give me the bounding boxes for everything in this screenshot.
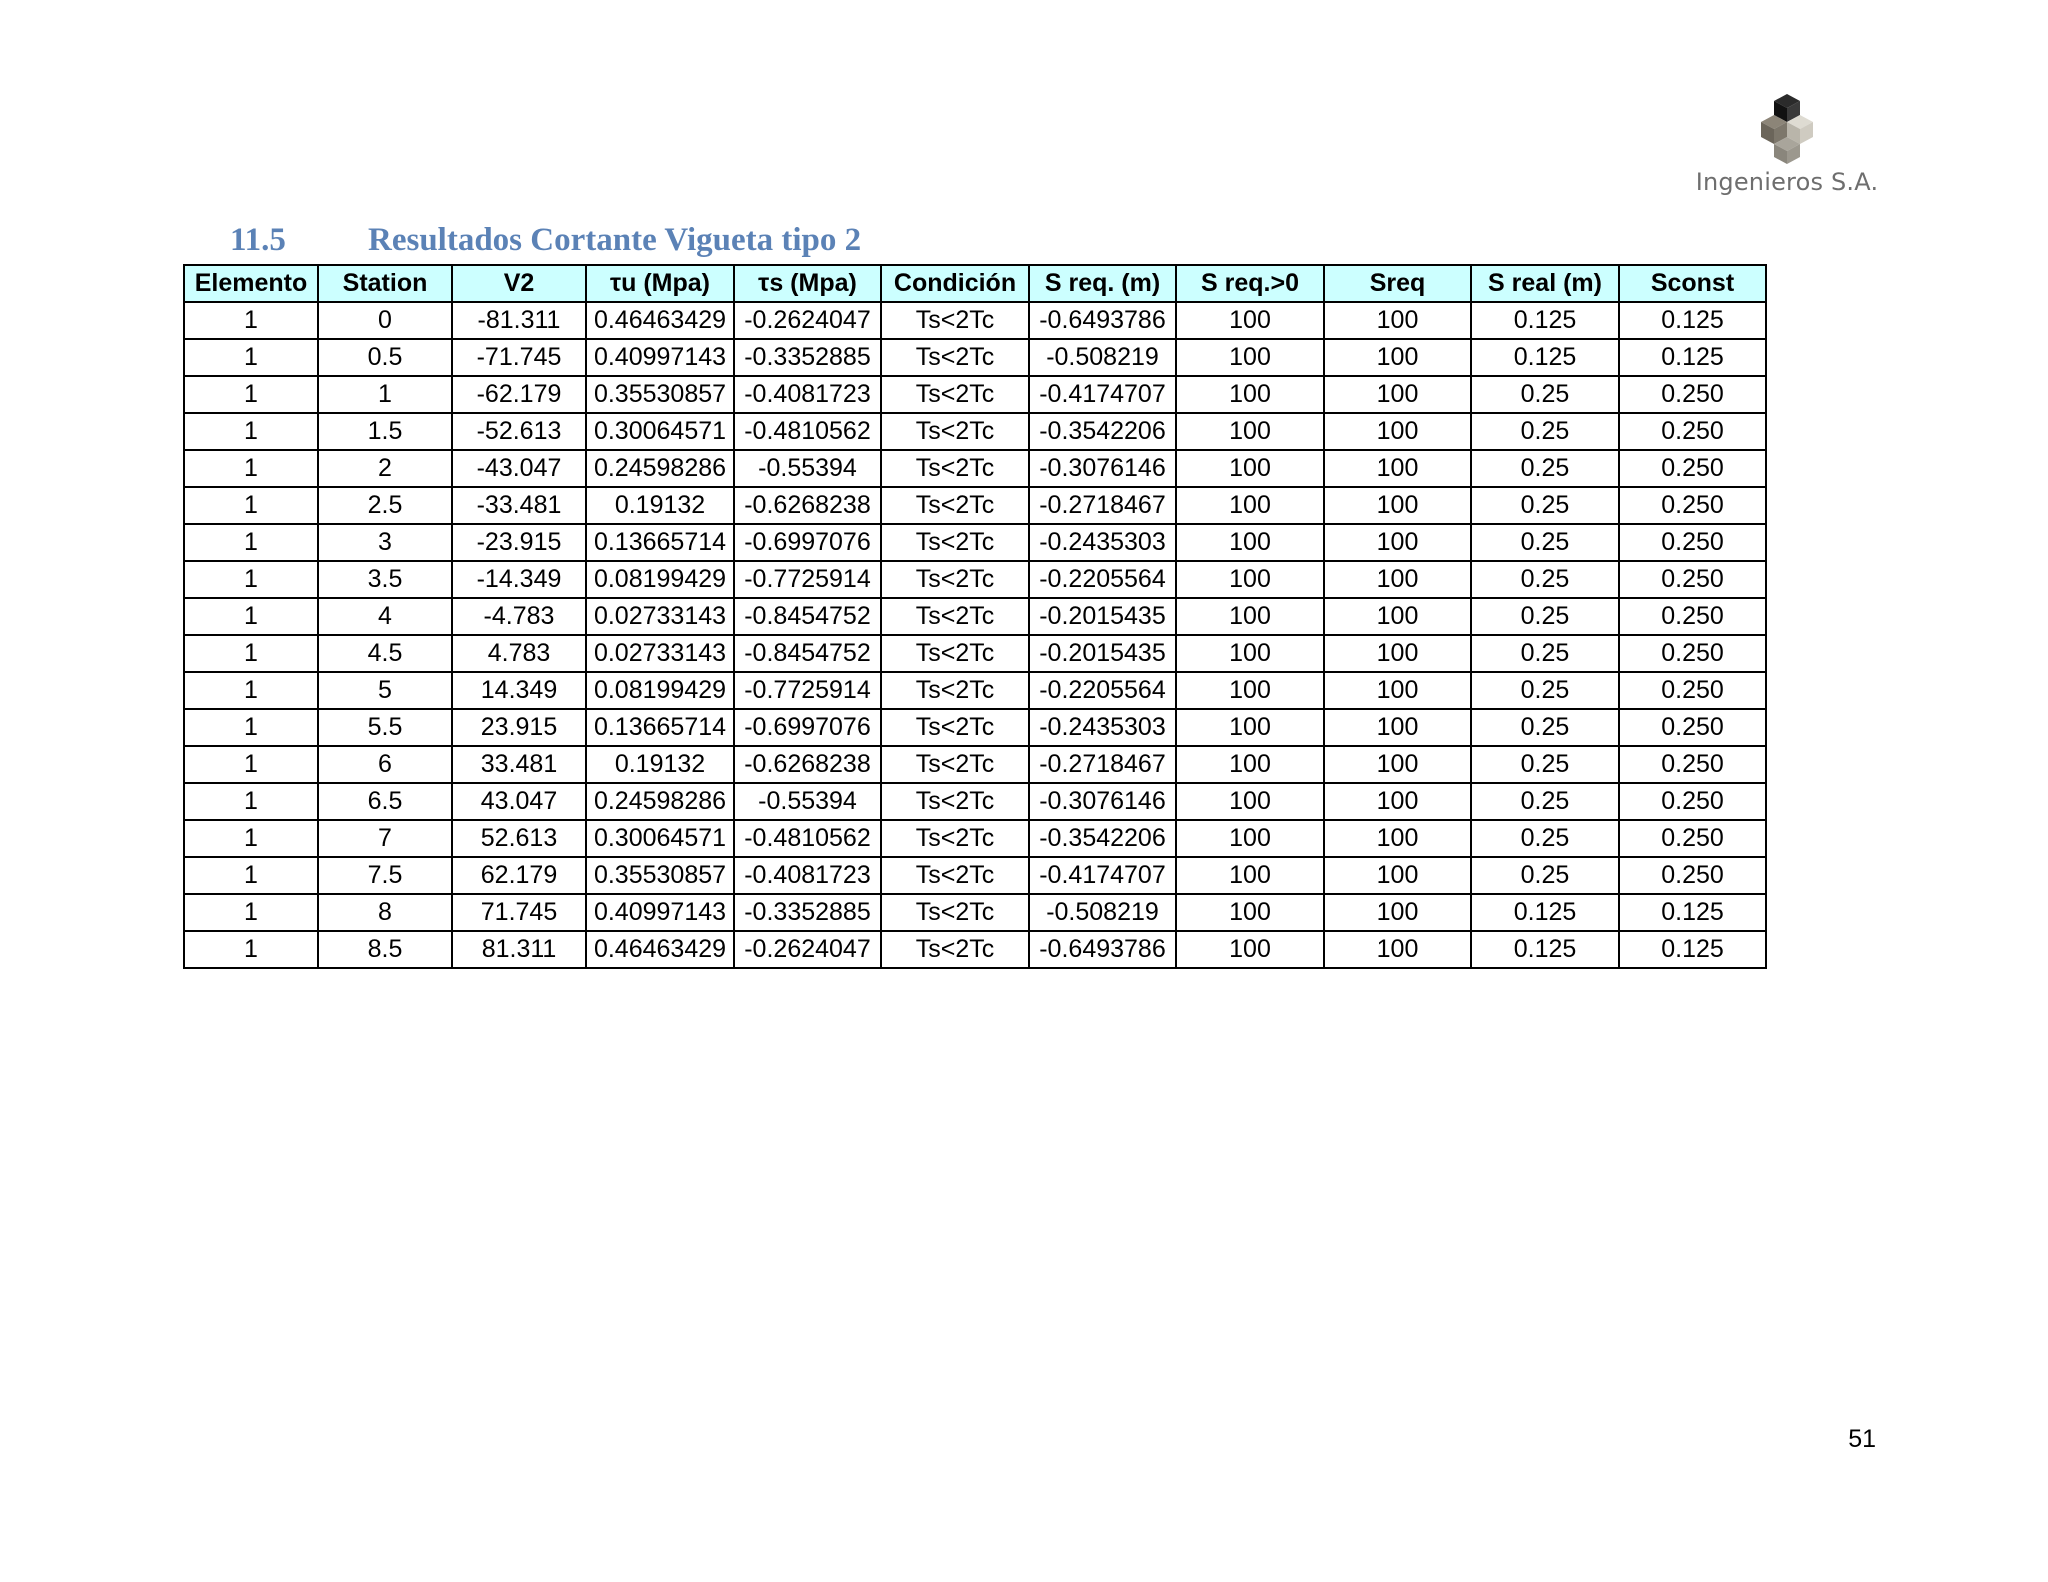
table-cell: 0.5	[318, 339, 452, 376]
table-cell: 100	[1324, 413, 1471, 450]
table-cell: 100	[1324, 857, 1471, 894]
table-cell: -0.3076146	[1029, 450, 1176, 487]
table-cell: 0.35530857	[586, 376, 734, 413]
table-cell: 100	[1176, 635, 1324, 672]
table-cell: -0.4174707	[1029, 857, 1176, 894]
table-cell: Ts<2Tc	[881, 857, 1029, 894]
table-cell: 100	[1176, 783, 1324, 820]
table-cell: 100	[1176, 413, 1324, 450]
table-cell: 0.25	[1471, 783, 1619, 820]
table-cell: 0.13665714	[586, 524, 734, 561]
table-cell: 100	[1176, 376, 1324, 413]
table-cell: -0.6493786	[1029, 931, 1176, 968]
table-row	[184, 413, 1766, 450]
table-cell: -52.613	[452, 413, 586, 450]
table-cell: -0.3542206	[1029, 413, 1176, 450]
company-logo	[1692, 92, 1882, 202]
table-cell: 8.5	[318, 931, 452, 968]
table-cell: 1	[184, 487, 318, 524]
table-cell: -0.2718467	[1029, 746, 1176, 783]
table-cell: 0	[318, 302, 452, 339]
table-cell: 0.125	[1471, 302, 1619, 339]
table-cell: 0.250	[1619, 857, 1766, 894]
table-cell: 1	[184, 524, 318, 561]
table-cell: 1	[184, 894, 318, 931]
section-number: 11.5	[230, 222, 286, 258]
table-cell: 100	[1324, 376, 1471, 413]
table-cell: 100	[1176, 857, 1324, 894]
shear-results-table	[183, 264, 1767, 969]
table-cell: 100	[1324, 487, 1471, 524]
table-cell: Ts<2Tc	[881, 487, 1029, 524]
table-cell: Ts<2Tc	[881, 709, 1029, 746]
table-cell: 0.25	[1471, 672, 1619, 709]
table-cell: 0.125	[1471, 931, 1619, 968]
table-cell: 1	[184, 709, 318, 746]
table-cell: -0.2015435	[1029, 635, 1176, 672]
table-cell: Ts<2Tc	[881, 561, 1029, 598]
table-cell: 0.24598286	[586, 783, 734, 820]
column-header: V2	[452, 265, 586, 302]
table-cell: -0.4081723	[734, 857, 881, 894]
table-cell: 0.250	[1619, 524, 1766, 561]
table-cell: -0.6997076	[734, 709, 881, 746]
table-cell: 62.179	[452, 857, 586, 894]
table-cell: 100	[1324, 450, 1471, 487]
table-cell: 4.5	[318, 635, 452, 672]
table-cell: 0.08199429	[586, 672, 734, 709]
table-cell: 100	[1324, 894, 1471, 931]
table-cell: 100	[1176, 709, 1324, 746]
table-cell: -0.7725914	[734, 561, 881, 598]
table-cell: 0.46463429	[586, 302, 734, 339]
table-cell: -0.8454752	[734, 598, 881, 635]
table-cell: Ts<2Tc	[881, 302, 1029, 339]
table-cell: 100	[1176, 450, 1324, 487]
table-cell: 100	[1176, 339, 1324, 376]
table-cell: -81.311	[452, 302, 586, 339]
table-cell: Ts<2Tc	[881, 524, 1029, 561]
table-cell: -0.2435303	[1029, 709, 1176, 746]
table-row	[184, 635, 1766, 672]
table-cell: 0.25	[1471, 413, 1619, 450]
table-cell: -0.2435303	[1029, 524, 1176, 561]
table-cell: 100	[1176, 598, 1324, 635]
table-cell: -0.2205564	[1029, 672, 1176, 709]
table-row	[184, 450, 1766, 487]
column-header: S real (m)	[1471, 265, 1619, 302]
table-cell: -0.4810562	[734, 820, 881, 857]
table-cell: 0.25	[1471, 746, 1619, 783]
table-cell: 100	[1324, 598, 1471, 635]
table-cell: 0.250	[1619, 376, 1766, 413]
table-cell: Ts<2Tc	[881, 413, 1029, 450]
table-row	[184, 376, 1766, 413]
table-row	[184, 487, 1766, 524]
table-cell: 0.250	[1619, 746, 1766, 783]
table-cell: 43.047	[452, 783, 586, 820]
table-cell: 2	[318, 450, 452, 487]
table-cell: Ts<2Tc	[881, 598, 1029, 635]
table-cell: -0.3352885	[734, 894, 881, 931]
table-cell: -43.047	[452, 450, 586, 487]
table-cell: Ts<2Tc	[881, 783, 1029, 820]
table-cell: 0.250	[1619, 783, 1766, 820]
table-cell: 1	[184, 931, 318, 968]
section-heading	[230, 222, 861, 259]
table-cell: -0.55394	[734, 783, 881, 820]
table-cell: 100	[1176, 820, 1324, 857]
column-header: Sreq	[1324, 265, 1471, 302]
table-cell: 1	[184, 450, 318, 487]
table-cell: 100	[1324, 709, 1471, 746]
table-cell: -0.3352885	[734, 339, 881, 376]
cubes-logo-icon	[1750, 92, 1824, 166]
table-cell: 0.250	[1619, 413, 1766, 450]
table-cell: 0.250	[1619, 487, 1766, 524]
table-cell: Ts<2Tc	[881, 894, 1029, 931]
table-cell: 100	[1324, 820, 1471, 857]
table-cell: 4	[318, 598, 452, 635]
table-cell: 0.24598286	[586, 450, 734, 487]
table-cell: -0.6997076	[734, 524, 881, 561]
page-number: 51	[1848, 1425, 1876, 1453]
section-title: Resultados Cortante Vigueta tipo 2	[368, 222, 862, 258]
table-cell: 0.25	[1471, 709, 1619, 746]
table-cell: 33.481	[452, 746, 586, 783]
table-cell: 1	[184, 746, 318, 783]
company-name: Ingenieros S.A.	[1695, 168, 1879, 196]
table-cell: 1	[184, 857, 318, 894]
table-cell: 0.250	[1619, 598, 1766, 635]
table-cell: Ts<2Tc	[881, 820, 1029, 857]
table-cell: -0.508219	[1029, 339, 1176, 376]
table-cell: Ts<2Tc	[881, 746, 1029, 783]
table-cell: 23.915	[452, 709, 586, 746]
table-row	[184, 339, 1766, 376]
table-cell: 1	[184, 820, 318, 857]
table-cell: -0.6493786	[1029, 302, 1176, 339]
table-cell: 0.250	[1619, 820, 1766, 857]
table-cell: 100	[1176, 487, 1324, 524]
table-cell: 100	[1324, 561, 1471, 598]
column-header: τs (Mpa)	[734, 265, 881, 302]
table-cell: -0.55394	[734, 450, 881, 487]
table-cell: 0.25	[1471, 487, 1619, 524]
table-cell: 0.125	[1619, 894, 1766, 931]
table-cell: 81.311	[452, 931, 586, 968]
table-cell: Ts<2Tc	[881, 450, 1029, 487]
table-cell: 100	[1324, 672, 1471, 709]
table-cell: 8	[318, 894, 452, 931]
table-cell: 100	[1176, 746, 1324, 783]
table-cell: -14.349	[452, 561, 586, 598]
table-cell: 1	[184, 302, 318, 339]
table-cell: 0.25	[1471, 635, 1619, 672]
table-cell: -0.2624047	[734, 931, 881, 968]
table-cell: 100	[1176, 672, 1324, 709]
table-cell: 0.30064571	[586, 413, 734, 450]
table-cell: 100	[1176, 894, 1324, 931]
table-cell: -0.2718467	[1029, 487, 1176, 524]
table-cell: -0.4081723	[734, 376, 881, 413]
table-cell: 1	[184, 783, 318, 820]
table-cell: 0.25	[1471, 561, 1619, 598]
table-cell: 0.125	[1619, 302, 1766, 339]
table-cell: 1	[184, 598, 318, 635]
table-cell: 0.125	[1619, 931, 1766, 968]
column-header: S req.>0	[1176, 265, 1324, 302]
table-cell: -0.4810562	[734, 413, 881, 450]
table-cell: 1	[184, 672, 318, 709]
table-cell: 5.5	[318, 709, 452, 746]
table-cell: 3.5	[318, 561, 452, 598]
table-row	[184, 302, 1766, 339]
table-cell: 0.125	[1619, 339, 1766, 376]
table-cell: 100	[1324, 931, 1471, 968]
table-cell: 3	[318, 524, 452, 561]
table-cell: 2.5	[318, 487, 452, 524]
table-cell: Ts<2Tc	[881, 931, 1029, 968]
table-cell: 0.250	[1619, 672, 1766, 709]
column-header: Sconst	[1619, 265, 1766, 302]
table-cell: 0.250	[1619, 561, 1766, 598]
table-cell: 0.02733143	[586, 635, 734, 672]
table-cell: -0.2624047	[734, 302, 881, 339]
table-cell: 0.40997143	[586, 894, 734, 931]
table-cell: 0.250	[1619, 635, 1766, 672]
table-cell: 6	[318, 746, 452, 783]
column-header: τu (Mpa)	[586, 265, 734, 302]
table-row	[184, 820, 1766, 857]
table-cell: 1	[184, 635, 318, 672]
table-cell: 100	[1324, 746, 1471, 783]
table-cell: 14.349	[452, 672, 586, 709]
table-cell: 0.46463429	[586, 931, 734, 968]
table-cell: -0.6268238	[734, 746, 881, 783]
table-cell: -4.783	[452, 598, 586, 635]
column-header: Condición	[881, 265, 1029, 302]
table-cell: 0.19132	[586, 487, 734, 524]
table-row	[184, 783, 1766, 820]
table-cell: 1	[184, 376, 318, 413]
table-cell: 100	[1324, 339, 1471, 376]
column-header: S req. (m)	[1029, 265, 1176, 302]
table-cell: 100	[1176, 561, 1324, 598]
table-cell: -0.8454752	[734, 635, 881, 672]
table-cell: -62.179	[452, 376, 586, 413]
table-cell: 100	[1324, 302, 1471, 339]
column-header: Station	[318, 265, 452, 302]
table-cell: -0.2015435	[1029, 598, 1176, 635]
table-cell: 1	[184, 339, 318, 376]
table-row	[184, 857, 1766, 894]
table-cell: 7	[318, 820, 452, 857]
table-cell: 0.125	[1471, 894, 1619, 931]
table-cell: 0.25	[1471, 450, 1619, 487]
table-cell: 0.19132	[586, 746, 734, 783]
table-row	[184, 561, 1766, 598]
table-cell: 1	[184, 561, 318, 598]
table-row	[184, 931, 1766, 968]
table-cell: Ts<2Tc	[881, 635, 1029, 672]
table-cell: 100	[1176, 302, 1324, 339]
table-cell: 0.25	[1471, 376, 1619, 413]
table-cell: 0.25	[1471, 524, 1619, 561]
table-cell: -0.7725914	[734, 672, 881, 709]
table-cell: 0.125	[1471, 339, 1619, 376]
table-cell: 100	[1176, 524, 1324, 561]
table-cell: 5	[318, 672, 452, 709]
table-cell: 0.30064571	[586, 820, 734, 857]
table-cell: -33.481	[452, 487, 586, 524]
table-row	[184, 672, 1766, 709]
table-row	[184, 598, 1766, 635]
table-cell: 0.250	[1619, 709, 1766, 746]
table-cell: -0.3542206	[1029, 820, 1176, 857]
table-row	[184, 894, 1766, 931]
table-cell: 1.5	[318, 413, 452, 450]
table-cell: -0.3076146	[1029, 783, 1176, 820]
table-header-row	[184, 265, 1766, 302]
table-cell: 0.25	[1471, 598, 1619, 635]
table-cell: 6.5	[318, 783, 452, 820]
table-cell: 4.783	[452, 635, 586, 672]
table-cell: Ts<2Tc	[881, 339, 1029, 376]
table-cell: 0.08199429	[586, 561, 734, 598]
table-cell: 0.13665714	[586, 709, 734, 746]
table-cell: 0.25	[1471, 857, 1619, 894]
table-cell: 100	[1176, 931, 1324, 968]
column-header: Elemento	[184, 265, 318, 302]
table-cell: -0.6268238	[734, 487, 881, 524]
table-cell: 71.745	[452, 894, 586, 931]
table-cell: 0.40997143	[586, 339, 734, 376]
table-cell: 0.35530857	[586, 857, 734, 894]
table-cell: 52.613	[452, 820, 586, 857]
table-cell: 0.250	[1619, 450, 1766, 487]
table-row	[184, 746, 1766, 783]
table-row	[184, 709, 1766, 746]
table-row	[184, 524, 1766, 561]
table-cell: 100	[1324, 635, 1471, 672]
table-cell: 7.5	[318, 857, 452, 894]
table-cell: -0.508219	[1029, 894, 1176, 931]
table-cell: Ts<2Tc	[881, 672, 1029, 709]
table-cell: -23.915	[452, 524, 586, 561]
table-cell: 1	[318, 376, 452, 413]
table-cell: 100	[1324, 524, 1471, 561]
table-cell: 0.02733143	[586, 598, 734, 635]
table-cell: 100	[1324, 783, 1471, 820]
table-cell: 0.25	[1471, 820, 1619, 857]
table-cell: -0.4174707	[1029, 376, 1176, 413]
table-cell: Ts<2Tc	[881, 376, 1029, 413]
table-cell: -71.745	[452, 339, 586, 376]
table-cell: -0.2205564	[1029, 561, 1176, 598]
table-cell: 1	[184, 413, 318, 450]
